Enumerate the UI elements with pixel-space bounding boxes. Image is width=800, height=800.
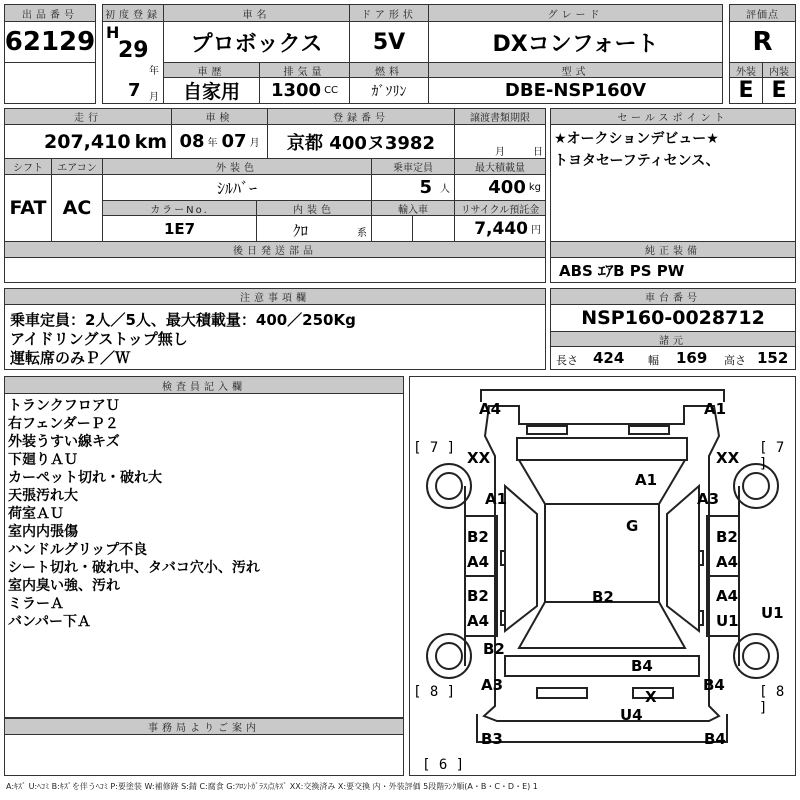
- mark-left-rear-door-a4: A4: [467, 612, 490, 630]
- displacement-label: 排気量: [259, 62, 350, 78]
- note-2: アイドリングストップ無し: [10, 330, 188, 348]
- equipment: ABS ｴｱB PS PW: [550, 257, 796, 283]
- car-diagram: [409, 376, 796, 776]
- color-no: 1E7: [102, 215, 257, 242]
- mark-left-front-door-a4: A4: [467, 553, 490, 571]
- reg-month-unit: 月: [149, 92, 159, 103]
- recycle: 7,440: [474, 218, 528, 239]
- length: 424: [593, 349, 625, 367]
- mark-right-fender: A3: [697, 490, 720, 508]
- notes-label: 注意事項欄: [4, 288, 546, 305]
- right-window: [667, 486, 699, 631]
- mark-right-rear-door-a4: A4: [716, 587, 739, 605]
- lot-number: 62129: [4, 21, 96, 63]
- reg-year: 29: [118, 38, 149, 63]
- inspector-line-4: 下廻りＡＵ: [8, 452, 78, 468]
- transfer-day-unit: 日: [533, 147, 543, 158]
- inspector-line-2: 右フェンダーＰ２: [8, 416, 119, 432]
- reg-month: 7: [128, 80, 141, 101]
- import-label: 輸入車: [371, 200, 455, 216]
- mark-right-rear-door-u1: U1: [716, 612, 739, 630]
- capacity-label: 乗車定員: [371, 158, 455, 175]
- lot-empty: [4, 62, 96, 104]
- car-name: プロボックス: [163, 21, 350, 63]
- inspector-line-13: バンパー下Ａ: [8, 614, 92, 630]
- displacement: 1300: [270, 80, 322, 101]
- door-label: ドア形状: [349, 4, 429, 22]
- capacity-unit: 人: [440, 184, 450, 195]
- interior-color-label: 内装色: [256, 200, 372, 216]
- capacity-cell: [371, 174, 455, 201]
- rear-panel: [505, 656, 699, 676]
- recycle-unit: 円: [531, 225, 541, 236]
- inspector-line-10: シート切れ・破れ中、タバコ穴小、汚れ: [8, 560, 260, 576]
- history-label: 車歴: [163, 62, 260, 78]
- inspector-line-12: ミラーＡ: [8, 596, 64, 612]
- inspector-line-11: 室内臭い強、汚れ: [8, 578, 120, 594]
- note-3: 運転席のみＰ／Ｗ: [10, 349, 131, 367]
- tailgate-handle-left: [537, 688, 587, 698]
- capacity: 5: [419, 177, 432, 198]
- max-load-cell: [454, 174, 546, 201]
- door-type: 5V: [349, 21, 429, 63]
- mileage: 207,410: [44, 130, 131, 153]
- ac: AC: [51, 174, 103, 242]
- fuel-label: 燃料: [349, 62, 429, 78]
- exterior-label: 外装: [729, 62, 763, 78]
- reg-year-unit: 年: [149, 66, 159, 77]
- mark-right-front-door-a4: A4: [716, 553, 739, 571]
- mark-right-front-door-b2: B2: [716, 528, 738, 546]
- shift: FAT: [4, 174, 52, 242]
- office-box: [4, 734, 404, 776]
- mark-windshield: G: [626, 517, 639, 535]
- later-parts: [4, 257, 546, 283]
- mark-tailgate: U4: [620, 706, 643, 724]
- note-1: 乗車定員：2人／5人、最大積載量：400／250Kg: [10, 311, 356, 329]
- transfer-cell: [454, 124, 546, 159]
- max-load-label: 最大積載量: [454, 158, 546, 175]
- mark-rear-left-bumper: B3: [481, 730, 503, 748]
- height-label: 高さ: [724, 354, 746, 367]
- score: R: [729, 21, 796, 63]
- mark-left-fender-xx: XX: [467, 449, 491, 467]
- mileage-unit: km: [134, 130, 167, 153]
- legend: A:ｷｽﾞ U:ﾍｺﾐ B:ｷｽﾞを伴うﾍｺﾐ P:要塗装 W:補修跡 S:錆 C:腐食 G:ﾌﾛﾝﾄｶﾞﾗｽ点ｷｽﾞ XX:交換済み X:要交換 内・外装評価 5段階ﾗﾝｸ順(A・B・C・D・E) 1: [6, 782, 538, 791]
- import-cell-a: [371, 215, 413, 242]
- mark-rear-panel: B4: [631, 657, 653, 675]
- inspector-line-7: 荷室ＡＵ: [8, 506, 64, 522]
- exterior-score: E: [729, 77, 763, 104]
- windshield: [519, 460, 685, 504]
- mark-roof: B2: [592, 588, 614, 606]
- inspector-line-1: トランクフロアＵ: [8, 398, 120, 414]
- interior-color-unit: 系: [357, 228, 367, 239]
- insp-month-unit: 月: [249, 138, 260, 149]
- inspector-line-8: 室内内張傷: [8, 524, 78, 540]
- history: 自家用: [163, 77, 260, 104]
- max-load-unit: kg: [528, 182, 541, 193]
- left-window: [505, 486, 537, 631]
- length-label: 長さ: [556, 354, 578, 367]
- displacement-unit: CC: [324, 85, 339, 96]
- color: ｼﾙﾊﾞｰ: [102, 174, 372, 201]
- mark-hood: A1: [635, 471, 658, 489]
- plate-label: 登録番号: [267, 108, 455, 125]
- car-name-label: 車名: [163, 4, 350, 22]
- era: H: [106, 23, 120, 42]
- model: DBE-NSP160V: [428, 77, 723, 104]
- equipment-label: 純正装備: [550, 241, 796, 258]
- mark-left-fender: A1: [485, 490, 508, 508]
- import-cell-b: [412, 215, 455, 242]
- mark-left-quarter: B2: [483, 640, 505, 658]
- front-panel: [517, 438, 687, 460]
- recycle-label: リサイクル預託金: [454, 200, 546, 216]
- bracket-front-right: [ 7 ]: [759, 440, 785, 472]
- chassis-label: 車台番号: [550, 288, 796, 305]
- fuel: ｶﾞｿﾘﾝ: [349, 77, 429, 104]
- rear-right-wheel: [734, 634, 778, 678]
- mark-front-right-bumper: A1: [704, 400, 727, 418]
- inspection-cell: [171, 124, 268, 159]
- bracket-rear-left: [ 8 ]: [413, 684, 456, 700]
- bracket-front-left: [ 7 ]: [413, 440, 456, 456]
- inspector-line-6: 天張汚れ大: [8, 488, 78, 504]
- sales-point-1: ★オークションデビュー★: [554, 131, 719, 147]
- inspector-line-9: ハンドルグリップ不良: [8, 542, 148, 558]
- transfer-month-unit: 月: [495, 147, 505, 158]
- recycle-cell: [454, 215, 546, 242]
- mark-tailgate-x: X: [645, 688, 657, 706]
- bracket-rear-right: [ 8 ]: [759, 684, 785, 716]
- interior-color-cell: [256, 215, 372, 242]
- body-outline: [484, 406, 719, 721]
- max-load: 400: [488, 177, 526, 198]
- color-label: 外装色: [102, 158, 372, 175]
- interior-label: 内装: [762, 62, 796, 78]
- bracket-spare: [ 6 ]: [422, 757, 465, 773]
- width: 169: [676, 349, 708, 367]
- transfer-label: 譲渡書類期限: [454, 108, 546, 125]
- dims-label: 諸元: [550, 331, 796, 347]
- mark-left-front-door-b2: B2: [467, 528, 489, 546]
- mark-right-quarter-u1: U1: [761, 604, 784, 622]
- insp-year: 08: [179, 131, 205, 152]
- shift-label: シフト: [4, 158, 52, 175]
- grade-label: グレード: [428, 4, 723, 22]
- front-bumper: [481, 390, 724, 402]
- mark-rear-right-bumper: B4: [704, 730, 726, 748]
- mark-front-left-bumper: A4: [479, 400, 502, 418]
- chassis-number: NSP160-0028712: [550, 304, 796, 332]
- inspection-label: 車検: [171, 108, 268, 125]
- first-reg-label: 初度登録: [102, 4, 164, 22]
- lot-label: 出品番号: [4, 4, 96, 22]
- grade: DXコンフォート: [428, 21, 723, 63]
- inspector-label: 検査員記入欄: [4, 376, 404, 394]
- inspector-line-3: 外装うすい線キズ: [8, 434, 120, 450]
- mileage-cell: [4, 124, 172, 159]
- office-label: 事務局よりご案内: [4, 718, 404, 735]
- later-parts-label: 後日発送部品: [4, 241, 546, 258]
- model-label: 型式: [428, 62, 723, 78]
- plate: 京都 400ヌ3982: [267, 124, 455, 159]
- mileage-label: 走行: [4, 108, 172, 125]
- interior-score: E: [762, 77, 796, 104]
- insp-month: 07: [221, 131, 247, 152]
- interior-color: ｸﾛ: [293, 222, 309, 240]
- mark-left-rear-door-b2: B2: [467, 587, 489, 605]
- ac-label: エアコン: [51, 158, 103, 175]
- mark-left-rear: A3: [481, 676, 504, 694]
- color-no-label: カラーNo.: [102, 200, 257, 216]
- height: 152: [757, 349, 789, 367]
- insp-year-unit: 年: [207, 138, 218, 149]
- mark-right-rear: B4: [703, 676, 725, 694]
- rear-window: [519, 602, 685, 648]
- displacement-cell: [259, 77, 350, 104]
- width-label: 幅: [648, 354, 659, 367]
- sales-point-2: トヨタセーフティセンス、: [554, 153, 720, 169]
- rear-bumper: [477, 714, 727, 742]
- mark-right-fender-xx: XX: [716, 449, 740, 467]
- sales-points-label: セールスポイント: [550, 108, 796, 125]
- score-label: 評価点: [729, 4, 796, 22]
- inspector-line-5: カーペット切れ・破れ大: [8, 470, 162, 486]
